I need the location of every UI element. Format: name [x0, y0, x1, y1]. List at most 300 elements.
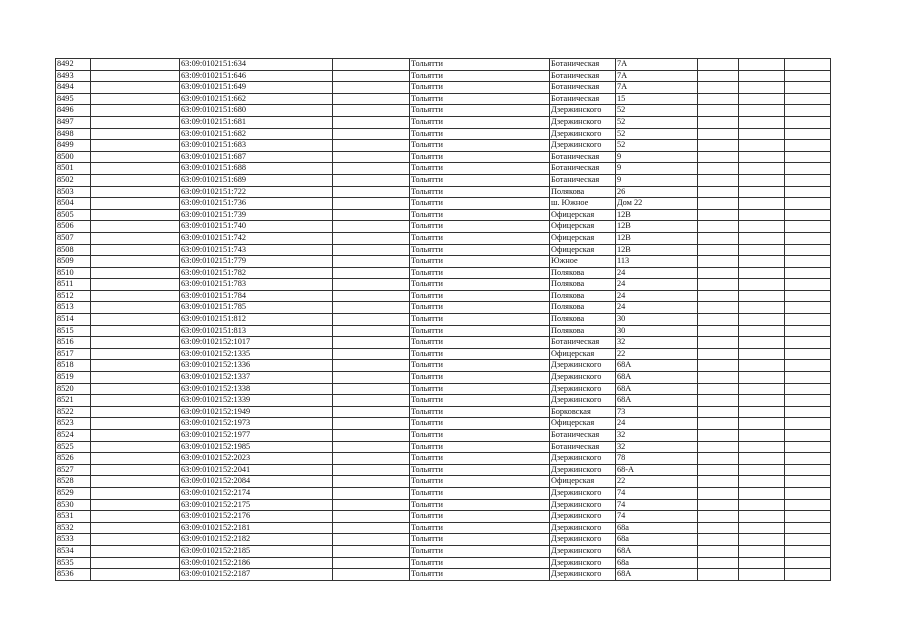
- cadastral-number-cell: 63:09:0102152:1337: [180, 372, 333, 384]
- empty-cell: [785, 198, 831, 210]
- house-number-cell: 24: [616, 290, 698, 302]
- empty-cell: [333, 174, 410, 186]
- empty-cell: [698, 59, 739, 71]
- house-number-cell: 24: [616, 267, 698, 279]
- table-body: [56, 59, 831, 581]
- empty-cell: [739, 522, 785, 534]
- row-number-cell: 8535: [56, 557, 91, 569]
- empty-cell: [785, 418, 831, 430]
- table-row: [56, 337, 831, 349]
- street-cell: Ботаническая: [550, 59, 616, 71]
- city-cell: Тольятти: [410, 314, 550, 326]
- row-number-cell: 8523: [56, 418, 91, 430]
- city-cell: Тольятти: [410, 395, 550, 407]
- empty-cell: [91, 522, 180, 534]
- empty-cell: [333, 198, 410, 210]
- house-number-cell: 32: [616, 337, 698, 349]
- empty-cell: [698, 221, 739, 233]
- house-number-cell: 68А: [616, 383, 698, 395]
- street-cell: Дзержинского: [550, 116, 616, 128]
- house-number-cell: 74: [616, 499, 698, 511]
- empty-cell: [785, 487, 831, 499]
- empty-cell: [333, 186, 410, 198]
- city-cell: Тольятти: [410, 372, 550, 384]
- empty-cell: [785, 430, 831, 442]
- empty-cell: [739, 128, 785, 140]
- table-row: [56, 174, 831, 186]
- empty-cell: [785, 221, 831, 233]
- house-number-cell: 68-А: [616, 464, 698, 476]
- city-cell: Тольятти: [410, 116, 550, 128]
- house-number-cell: 22: [616, 348, 698, 360]
- city-cell: Тольятти: [410, 557, 550, 569]
- empty-cell: [785, 511, 831, 523]
- empty-cell: [698, 140, 739, 152]
- house-number-cell: 24: [616, 418, 698, 430]
- empty-cell: [698, 545, 739, 557]
- empty-cell: [785, 59, 831, 71]
- empty-cell: [785, 128, 831, 140]
- empty-cell: [739, 105, 785, 117]
- empty-cell: [698, 116, 739, 128]
- table-row: [56, 186, 831, 198]
- street-cell: Ботаническая: [550, 441, 616, 453]
- row-number-cell: 8533: [56, 534, 91, 546]
- table-row: [56, 232, 831, 244]
- empty-cell: [333, 569, 410, 581]
- empty-cell: [739, 174, 785, 186]
- street-cell: Дзержинского: [550, 534, 616, 546]
- empty-cell: [91, 557, 180, 569]
- empty-cell: [91, 151, 180, 163]
- table-row: [56, 221, 831, 233]
- empty-cell: [739, 290, 785, 302]
- table-row: [56, 163, 831, 175]
- table-row: [56, 302, 831, 314]
- table-row: [56, 244, 831, 256]
- house-number-cell: 9: [616, 151, 698, 163]
- house-number-cell: 74: [616, 487, 698, 499]
- cadastral-number-cell: 63:09:0102151:646: [180, 70, 333, 82]
- cadastral-number-cell: 63:09:0102152:1977: [180, 430, 333, 442]
- cadastral-number-cell: 63:09:0102151:689: [180, 174, 333, 186]
- house-number-cell: 7А: [616, 70, 698, 82]
- house-number-cell: 12В: [616, 232, 698, 244]
- registry-table: [55, 58, 831, 581]
- city-cell: Тольятти: [410, 256, 550, 268]
- empty-cell: [785, 82, 831, 94]
- row-number-cell: 8530: [56, 499, 91, 511]
- empty-cell: [333, 534, 410, 546]
- empty-cell: [698, 464, 739, 476]
- empty-cell: [333, 232, 410, 244]
- empty-cell: [698, 70, 739, 82]
- house-number-cell: 52: [616, 128, 698, 140]
- empty-cell: [785, 105, 831, 117]
- empty-cell: [785, 279, 831, 291]
- empty-cell: [698, 395, 739, 407]
- empty-cell: [91, 545, 180, 557]
- empty-cell: [91, 59, 180, 71]
- row-number-cell: 8502: [56, 174, 91, 186]
- row-number-cell: 8513: [56, 302, 91, 314]
- empty-cell: [91, 487, 180, 499]
- empty-cell: [739, 406, 785, 418]
- row-number-cell: 8501: [56, 163, 91, 175]
- row-number-cell: 8521: [56, 395, 91, 407]
- empty-cell: [785, 314, 831, 326]
- cadastral-number-cell: 63:09:0102152:2186: [180, 557, 333, 569]
- city-cell: Тольятти: [410, 82, 550, 94]
- cadastral-number-cell: 63:09:0102151:812: [180, 314, 333, 326]
- city-cell: Тольятти: [410, 406, 550, 418]
- street-cell: Дзержинского: [550, 511, 616, 523]
- street-cell: Офицерская: [550, 244, 616, 256]
- cadastral-number-cell: 63:09:0102151:742: [180, 232, 333, 244]
- street-cell: Дзержинского: [550, 464, 616, 476]
- empty-cell: [785, 186, 831, 198]
- cadastral-number-cell: 63:09:0102151:722: [180, 186, 333, 198]
- empty-cell: [739, 232, 785, 244]
- city-cell: Тольятти: [410, 499, 550, 511]
- empty-cell: [333, 476, 410, 488]
- empty-cell: [333, 453, 410, 465]
- empty-cell: [785, 534, 831, 546]
- cadastral-number-cell: 63:09:0102152:2182: [180, 534, 333, 546]
- city-cell: Тольятти: [410, 545, 550, 557]
- empty-cell: [739, 186, 785, 198]
- cadastral-number-cell: 63:09:0102151:681: [180, 116, 333, 128]
- empty-cell: [785, 256, 831, 268]
- cadastral-number-cell: 63:09:0102151:743: [180, 244, 333, 256]
- street-cell: Полякова: [550, 279, 616, 291]
- row-number-cell: 8503: [56, 186, 91, 198]
- cadastral-number-cell: 63:09:0102152:1985: [180, 441, 333, 453]
- empty-cell: [698, 383, 739, 395]
- empty-cell: [785, 348, 831, 360]
- city-cell: Тольятти: [410, 569, 550, 581]
- house-number-cell: 12В: [616, 244, 698, 256]
- street-cell: Дзержинского: [550, 545, 616, 557]
- cadastral-number-cell: 63:09:0102151:682: [180, 128, 333, 140]
- empty-cell: [785, 93, 831, 105]
- empty-cell: [333, 93, 410, 105]
- empty-cell: [698, 476, 739, 488]
- house-number-cell: 30: [616, 325, 698, 337]
- house-number-cell: 7А: [616, 59, 698, 71]
- row-number-cell: 8497: [56, 116, 91, 128]
- empty-cell: [739, 314, 785, 326]
- table-row: [56, 395, 831, 407]
- empty-cell: [739, 383, 785, 395]
- cadastral-number-cell: 63:09:0102151:783: [180, 279, 333, 291]
- empty-cell: [698, 372, 739, 384]
- table-row: [56, 314, 831, 326]
- empty-cell: [91, 499, 180, 511]
- street-cell: Офицерская: [550, 348, 616, 360]
- empty-cell: [698, 522, 739, 534]
- street-cell: Дзержинского: [550, 105, 616, 117]
- row-number-cell: 8512: [56, 290, 91, 302]
- house-number-cell: 68А: [616, 545, 698, 557]
- row-number-cell: 8516: [56, 337, 91, 349]
- table-row: [56, 487, 831, 499]
- empty-cell: [91, 174, 180, 186]
- empty-cell: [698, 569, 739, 581]
- empty-cell: [333, 383, 410, 395]
- empty-cell: [333, 105, 410, 117]
- empty-cell: [333, 267, 410, 279]
- cadastral-number-cell: 63:09:0102152:2176: [180, 511, 333, 523]
- cadastral-number-cell: 63:09:0102152:1339: [180, 395, 333, 407]
- row-number-cell: 8505: [56, 209, 91, 221]
- empty-cell: [91, 476, 180, 488]
- empty-cell: [785, 140, 831, 152]
- empty-cell: [698, 406, 739, 418]
- empty-cell: [333, 151, 410, 163]
- street-cell: Полякова: [550, 314, 616, 326]
- empty-cell: [333, 116, 410, 128]
- empty-cell: [91, 406, 180, 418]
- house-number-cell: 68а: [616, 534, 698, 546]
- row-number-cell: 8492: [56, 59, 91, 71]
- street-cell: Полякова: [550, 302, 616, 314]
- empty-cell: [91, 244, 180, 256]
- empty-cell: [91, 337, 180, 349]
- empty-cell: [785, 163, 831, 175]
- street-cell: Полякова: [550, 290, 616, 302]
- row-number-cell: 8498: [56, 128, 91, 140]
- empty-cell: [91, 464, 180, 476]
- table-row: [56, 267, 831, 279]
- empty-cell: [698, 534, 739, 546]
- house-number-cell: 52: [616, 105, 698, 117]
- empty-cell: [91, 140, 180, 152]
- cadastral-number-cell: 63:09:0102151:779: [180, 256, 333, 268]
- empty-cell: [91, 93, 180, 105]
- empty-cell: [739, 545, 785, 557]
- city-cell: Тольятти: [410, 279, 550, 291]
- street-cell: Южное: [550, 256, 616, 268]
- empty-cell: [333, 244, 410, 256]
- street-cell: Ботаническая: [550, 70, 616, 82]
- cadastral-number-cell: 63:09:0102151:784: [180, 290, 333, 302]
- empty-cell: [91, 70, 180, 82]
- street-cell: Борковская: [550, 406, 616, 418]
- street-cell: Ботаническая: [550, 151, 616, 163]
- empty-cell: [739, 476, 785, 488]
- empty-cell: [698, 279, 739, 291]
- table-row: [56, 140, 831, 152]
- empty-cell: [333, 221, 410, 233]
- street-cell: Дзержинского: [550, 140, 616, 152]
- empty-cell: [698, 82, 739, 94]
- city-cell: Тольятти: [410, 198, 550, 210]
- empty-cell: [739, 395, 785, 407]
- empty-cell: [785, 476, 831, 488]
- city-cell: Тольятти: [410, 140, 550, 152]
- house-number-cell: 24: [616, 279, 698, 291]
- city-cell: Тольятти: [410, 464, 550, 476]
- row-number-cell: 8526: [56, 453, 91, 465]
- city-cell: Тольятти: [410, 430, 550, 442]
- empty-cell: [333, 279, 410, 291]
- city-cell: Тольятти: [410, 105, 550, 117]
- city-cell: Тольятти: [410, 186, 550, 198]
- city-cell: Тольятти: [410, 93, 550, 105]
- empty-cell: [698, 163, 739, 175]
- row-number-cell: 8518: [56, 360, 91, 372]
- table-row: [56, 128, 831, 140]
- city-cell: Тольятти: [410, 290, 550, 302]
- table-row: [56, 198, 831, 210]
- cadastral-number-cell: 63:09:0102152:1338: [180, 383, 333, 395]
- row-number-cell: 8528: [56, 476, 91, 488]
- empty-cell: [698, 453, 739, 465]
- empty-cell: [333, 82, 410, 94]
- city-cell: Тольятти: [410, 209, 550, 221]
- empty-cell: [739, 372, 785, 384]
- empty-cell: [91, 186, 180, 198]
- empty-cell: [739, 93, 785, 105]
- empty-cell: [739, 441, 785, 453]
- table-row: [56, 569, 831, 581]
- house-number-cell: 68а: [616, 522, 698, 534]
- empty-cell: [785, 372, 831, 384]
- empty-cell: [333, 395, 410, 407]
- empty-cell: [739, 302, 785, 314]
- empty-cell: [785, 522, 831, 534]
- table-row: [56, 105, 831, 117]
- house-number-cell: 12В: [616, 221, 698, 233]
- empty-cell: [739, 348, 785, 360]
- empty-cell: [739, 360, 785, 372]
- street-cell: Дзержинского: [550, 383, 616, 395]
- cadastral-number-cell: 63:09:0102152:2023: [180, 453, 333, 465]
- street-cell: Дзержинского: [550, 522, 616, 534]
- row-number-cell: 8507: [56, 232, 91, 244]
- empty-cell: [739, 163, 785, 175]
- empty-cell: [739, 267, 785, 279]
- empty-cell: [91, 128, 180, 140]
- street-cell: Полякова: [550, 267, 616, 279]
- empty-cell: [91, 325, 180, 337]
- row-number-cell: 8499: [56, 140, 91, 152]
- empty-cell: [91, 314, 180, 326]
- row-number-cell: 8508: [56, 244, 91, 256]
- house-number-cell: 32: [616, 441, 698, 453]
- empty-cell: [333, 557, 410, 569]
- table-row: [56, 93, 831, 105]
- city-cell: Тольятти: [410, 476, 550, 488]
- street-cell: Ботаническая: [550, 163, 616, 175]
- street-cell: Полякова: [550, 186, 616, 198]
- cadastral-number-cell: 63:09:0102151:736: [180, 198, 333, 210]
- empty-cell: [91, 163, 180, 175]
- street-cell: Дзержинского: [550, 487, 616, 499]
- city-cell: Тольятти: [410, 267, 550, 279]
- empty-cell: [91, 430, 180, 442]
- row-number-cell: 8511: [56, 279, 91, 291]
- empty-cell: [698, 209, 739, 221]
- empty-cell: [698, 430, 739, 442]
- row-number-cell: 8500: [56, 151, 91, 163]
- empty-cell: [739, 59, 785, 71]
- empty-cell: [333, 406, 410, 418]
- house-number-cell: 68А: [616, 395, 698, 407]
- empty-cell: [333, 140, 410, 152]
- house-number-cell: 26: [616, 186, 698, 198]
- empty-cell: [739, 140, 785, 152]
- empty-cell: [739, 82, 785, 94]
- table-row: [56, 59, 831, 71]
- table-row: [56, 499, 831, 511]
- city-cell: Тольятти: [410, 441, 550, 453]
- street-cell: Дзержинского: [550, 557, 616, 569]
- street-cell: Ботаническая: [550, 93, 616, 105]
- empty-cell: [739, 221, 785, 233]
- row-number-cell: 8493: [56, 70, 91, 82]
- empty-cell: [698, 557, 739, 569]
- empty-cell: [91, 383, 180, 395]
- cadastral-number-cell: 63:09:0102151:634: [180, 59, 333, 71]
- cadastral-number-cell: 63:09:0102151:680: [180, 105, 333, 117]
- table-row: [56, 279, 831, 291]
- empty-cell: [785, 545, 831, 557]
- city-cell: Тольятти: [410, 522, 550, 534]
- street-cell: Ботаническая: [550, 174, 616, 186]
- empty-cell: [698, 325, 739, 337]
- empty-cell: [785, 360, 831, 372]
- city-cell: Тольятти: [410, 174, 550, 186]
- empty-cell: [698, 418, 739, 430]
- empty-cell: [91, 256, 180, 268]
- house-number-cell: 68а: [616, 557, 698, 569]
- street-cell: Полякова: [550, 325, 616, 337]
- empty-cell: [785, 406, 831, 418]
- empty-cell: [91, 348, 180, 360]
- street-cell: Дзержинского: [550, 360, 616, 372]
- empty-cell: [785, 441, 831, 453]
- empty-cell: [91, 511, 180, 523]
- empty-cell: [698, 198, 739, 210]
- table-row: [56, 348, 831, 360]
- row-number-cell: 8514: [56, 314, 91, 326]
- empty-cell: [333, 360, 410, 372]
- row-number-cell: 8520: [56, 383, 91, 395]
- cadastral-number-cell: 63:09:0102152:2187: [180, 569, 333, 581]
- table-row: [56, 464, 831, 476]
- empty-cell: [333, 348, 410, 360]
- empty-cell: [785, 290, 831, 302]
- empty-cell: [698, 267, 739, 279]
- empty-cell: [333, 59, 410, 71]
- city-cell: Тольятти: [410, 325, 550, 337]
- row-number-cell: 8522: [56, 406, 91, 418]
- empty-cell: [739, 209, 785, 221]
- empty-cell: [739, 511, 785, 523]
- row-number-cell: 8527: [56, 464, 91, 476]
- table-row: [56, 151, 831, 163]
- empty-cell: [739, 453, 785, 465]
- house-number-cell: 15: [616, 93, 698, 105]
- empty-cell: [739, 256, 785, 268]
- empty-cell: [739, 418, 785, 430]
- empty-cell: [785, 557, 831, 569]
- street-cell: Офицерская: [550, 418, 616, 430]
- empty-cell: [698, 151, 739, 163]
- row-number-cell: 8515: [56, 325, 91, 337]
